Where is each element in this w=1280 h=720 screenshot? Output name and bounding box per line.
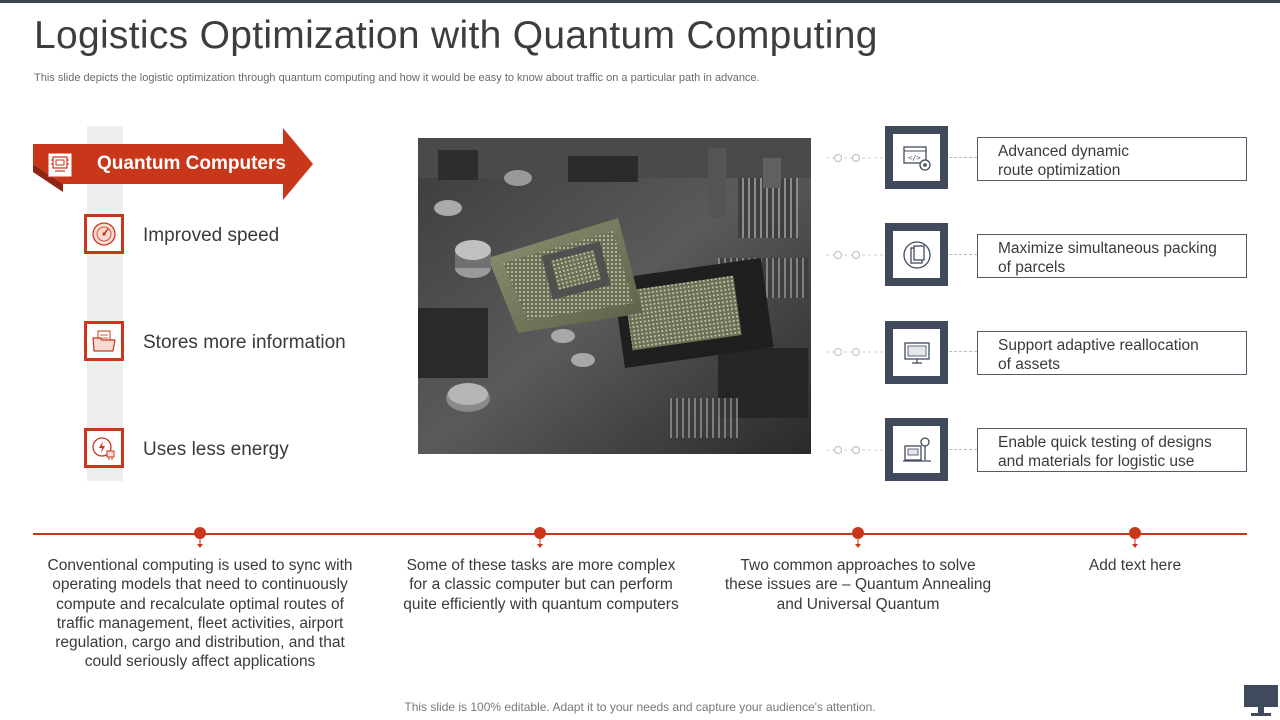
timeline-marker [533, 526, 547, 548]
benefit-text: and materials for logistic use [998, 453, 1195, 470]
feature-label: Improved speed [143, 225, 280, 246]
benefit-text: of parcels [998, 259, 1066, 276]
timeline-line [33, 533, 1247, 535]
quantum-computer-icon [46, 151, 74, 179]
page-subtitle: This slide depicts the logistic optimization through quantum computing and how it would be easy to know about traffic on a particular path in advance. [34, 72, 760, 84]
timeline-text [40, 556, 360, 672]
text-line: for a classic computer but can perform [409, 576, 673, 594]
text-line: these issues are – Quantum Annealing [724, 576, 992, 594]
benefit-icon-frame [885, 223, 948, 286]
feature-icon-frame [84, 321, 124, 361]
benefit-icon-frame [885, 321, 948, 384]
text-line: quite efficiently with quantum computers [403, 595, 679, 613]
parcel-icon [901, 239, 933, 271]
top-border [0, 0, 1280, 3]
connector-dash [949, 449, 977, 451]
text-line: compute and recalculate optimal routes of [56, 595, 344, 613]
timeline-marker [193, 526, 207, 548]
benefit-box [977, 234, 1247, 278]
code-settings-icon [901, 142, 933, 174]
speedometer-icon [91, 221, 117, 247]
benefit-text: of assets [998, 356, 1061, 373]
benefit-icon-frame [885, 126, 948, 189]
timeline-marker [1128, 526, 1142, 548]
text-line: could seriously affect applications [84, 653, 316, 671]
connector-dash [949, 254, 977, 256]
text-line: traffic management, fleet activities, airport [56, 614, 344, 632]
text-line: operating models that need to continuously [52, 576, 348, 594]
benefit-box [977, 428, 1247, 472]
text-line: Two common approaches to solve [740, 557, 976, 574]
feature-icon-frame [84, 214, 124, 254]
timeline-text [385, 556, 697, 614]
benefit-icon-frame [885, 418, 948, 481]
text-line: Some of these tasks are more complex [406, 557, 676, 574]
folder-documents-icon [91, 328, 117, 354]
benefit-text: Support adaptive reallocation [998, 337, 1199, 354]
monitor-icon [901, 337, 933, 369]
banner-label: Quantum Computers [97, 153, 286, 174]
benefit-text: Enable quick testing of designs [998, 434, 1212, 451]
timeline-text [1035, 556, 1235, 575]
footer-note: This slide is 100% editable. Adapt it to your needs and capture your audience's attention. [404, 700, 876, 714]
benefit-text: Advanced dynamic [998, 143, 1129, 160]
page-title: Logistics Optimization with Quantum Computing [34, 14, 878, 57]
text-line: Add text here [1088, 557, 1182, 574]
svg-text:</>: </> [907, 153, 921, 162]
energy-plug-icon [91, 435, 117, 461]
lab-testing-icon [901, 434, 933, 466]
timeline-text [708, 556, 1008, 614]
timeline-marker [851, 526, 865, 548]
connector-dots [826, 347, 884, 357]
feature-label: Uses less energy [143, 439, 289, 460]
feature-label: Stores more information [143, 332, 346, 353]
connector-dots [826, 445, 884, 455]
benefit-text: Maximize simultaneous packing [998, 240, 1217, 257]
connector-dash [949, 351, 977, 353]
benefit-box [977, 137, 1247, 181]
benefit-box [977, 331, 1247, 375]
circuit-board-image [418, 138, 811, 454]
connector-dots [826, 250, 884, 260]
presentation-monitor-icon [1243, 684, 1279, 718]
text-line: and Universal Quantum [776, 595, 940, 613]
text-line: regulation, cargo and distribution, and that [55, 634, 345, 652]
connector-dash [949, 157, 977, 159]
feature-icon-frame [84, 428, 124, 468]
connector-dots [826, 153, 884, 163]
benefit-text: route optimization [998, 162, 1121, 179]
text-line: Conventional computing is used to sync with [47, 557, 353, 574]
